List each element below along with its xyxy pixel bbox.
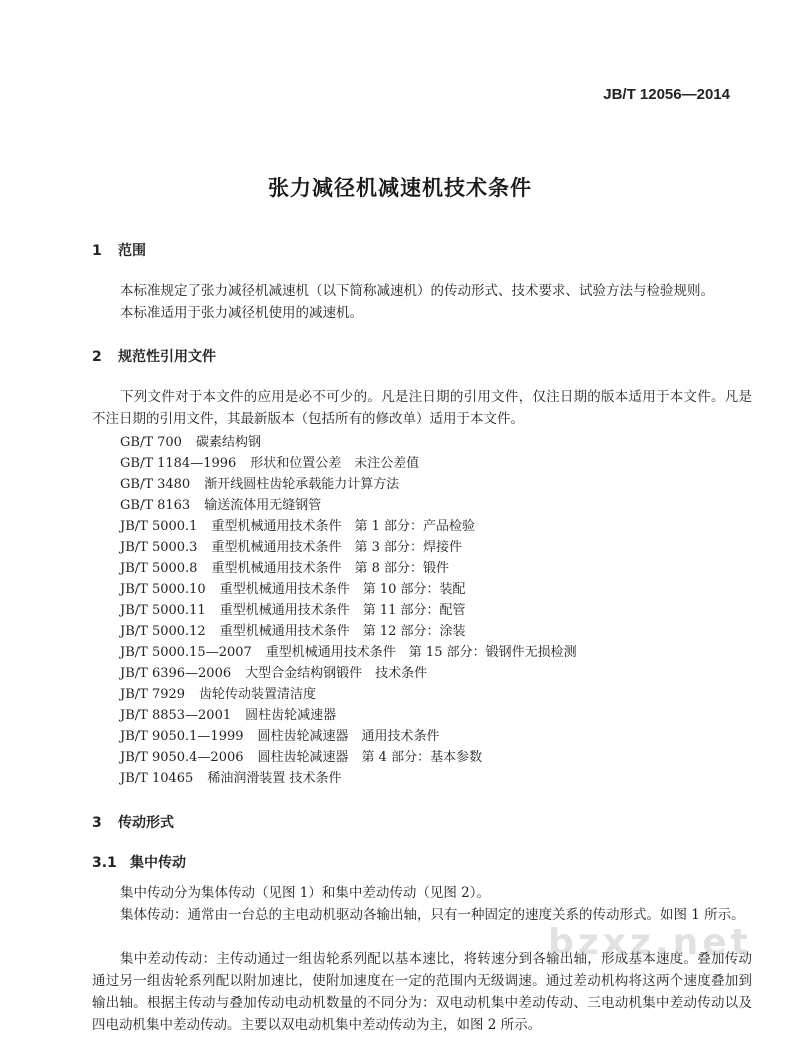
reference-item [120, 642, 720, 663]
reference-title: 齿轮传动装置清洁度 [199, 687, 317, 702]
reference-title: 碳素结构钢 [195, 435, 261, 450]
reference-title: 大型合金结构钢锻件 技术条件 [245, 666, 428, 681]
reference-item [120, 579, 720, 600]
section-title: 传动形式 [118, 815, 174, 831]
scope-paragraph-1: 本标准规定了张力减径机减速机（以下简称减速机）的传动形式、技术要求、试验方法与检验规则。 [120, 283, 714, 299]
section-2-heading [92, 346, 216, 366]
reference-title: 重型机械通用技术条件 第 1 部分：产品检验 [211, 519, 475, 534]
reference-item [120, 726, 720, 747]
watermark: bzxz.net [548, 922, 752, 963]
section-number: 3 [92, 815, 102, 831]
section-number: 1 [92, 243, 102, 259]
reference-title: 圆柱齿轮减速器 通用技术条件 [257, 729, 440, 744]
section-title: 范围 [118, 243, 146, 259]
reference-title: 形状和位置公差 未注公差值 [250, 456, 420, 471]
reference-code: JB/T 5000.15—2007 [120, 645, 252, 660]
section-title: 集中传动 [130, 855, 186, 871]
central-drive-paragraph-3: 集中差动传动：主传动通过一组齿轮系列配以基本速比，将转速分到各输出轴，形成基本速度。叠加传动通过另一组齿轮系列配以附加速比，使附加速度在一定的范围内无级调速。通过差动机构将这两个速度叠加到输出轴。根据主传动与叠加传动电动机数量的不同分为：双电动机集中差动传动、三电动机集中差动传动以及四电动机集中差动传动。主要以双电动机集中差动传动为主，如图 2 所示。 [92, 951, 752, 1033]
reference-item [120, 432, 720, 453]
reference-code: GB/T 8163 [120, 498, 191, 513]
reference-code: JB/T 5000.8 [120, 561, 198, 576]
reference-list [120, 432, 720, 789]
standard-code: JB/T 12056—2014 [603, 86, 730, 103]
reference-item [120, 516, 720, 537]
section-1-heading [92, 240, 146, 260]
reference-title: 重型机械通用技术条件 第 12 部分：涂装 [219, 624, 466, 639]
reference-item [120, 600, 720, 621]
document-title: 张力减径机减速机技术条件 [268, 176, 532, 200]
reference-title: 重型机械通用技术条件 第 15 部分：锻钢件无损检测 [265, 645, 577, 660]
reference-code: GB/T 1184—1996 [120, 456, 237, 471]
reference-item [120, 558, 720, 579]
section-number: 3.1 [92, 855, 117, 871]
reference-item [120, 495, 720, 516]
reference-code: JB/T 10465 [120, 771, 194, 786]
reference-item [120, 663, 720, 684]
section-number: 2 [92, 349, 102, 365]
reference-title: 重型机械通用技术条件 第 11 部分：配管 [219, 603, 466, 618]
reference-code: JB/T 5000.12 [120, 624, 206, 639]
section-3-1-heading [92, 852, 186, 872]
reference-code: GB/T 700 [120, 435, 182, 450]
reference-code: JB/T 5000.11 [120, 603, 206, 618]
reference-title: 重型机械通用技术条件 第 8 部分：锻件 [211, 561, 449, 576]
reference-title: 渐开线圆柱齿轮承载能力计算方法 [204, 477, 400, 492]
scope-paragraph-2: 本标准适用于张力减径机使用的减速机。 [120, 305, 363, 321]
reference-title: 重型机械通用技术条件 第 10 部分：装配 [219, 582, 466, 597]
reference-item [120, 537, 720, 558]
reference-item [120, 621, 720, 642]
section-title: 规范性引用文件 [118, 349, 216, 365]
reference-item [120, 768, 720, 789]
reference-code: JB/T 9050.4—2006 [120, 750, 244, 765]
reference-code: JB/T 5000.10 [120, 582, 206, 597]
reference-code: JB/T 9050.1—1999 [120, 729, 244, 744]
reference-title: 重型机械通用技术条件 第 3 部分：焊接件 [211, 540, 462, 555]
reference-title: 输送流体用无缝钢管 [204, 498, 322, 513]
reference-item [120, 747, 720, 768]
central-drive-paragraph-2: 集体传动：通常由一台总的主电动机驱动各输出轴，只有一种固定的速度关系的传动形式。如图 1 所示。 [120, 907, 745, 923]
reference-code: JB/T 6396—2006 [120, 666, 232, 681]
reference-title: 稀油润滑装置 技术条件 [207, 771, 342, 786]
reference-code: JB/T 8853—2001 [120, 708, 232, 723]
section-3-heading [92, 812, 174, 832]
reference-item [120, 453, 720, 474]
reference-title: 圆柱齿轮减速器 [245, 708, 337, 723]
reference-item [120, 474, 720, 495]
reference-item [120, 705, 720, 726]
reference-item [120, 684, 720, 705]
reference-title: 圆柱齿轮减速器 第 4 部分：基本参数 [257, 750, 483, 765]
reference-code: GB/T 3480 [120, 477, 191, 492]
reference-code: JB/T 5000.3 [120, 540, 198, 555]
reference-code: JB/T 5000.1 [120, 519, 198, 534]
normative-intro-paragraph: 下列文件对于本文件的应用是必不可少的。凡是注日期的引用文件，仅注日期的版本适用于本文件。凡是不注日期的引用文件，其最新版本（包括所有的修改单）适用于本文件。 [92, 389, 752, 427]
reference-code: JB/T 7929 [120, 687, 186, 702]
central-drive-paragraph-1: 集中传动分为集体传动（见图 1）和集中差动传动（见图 2）。 [120, 885, 491, 901]
